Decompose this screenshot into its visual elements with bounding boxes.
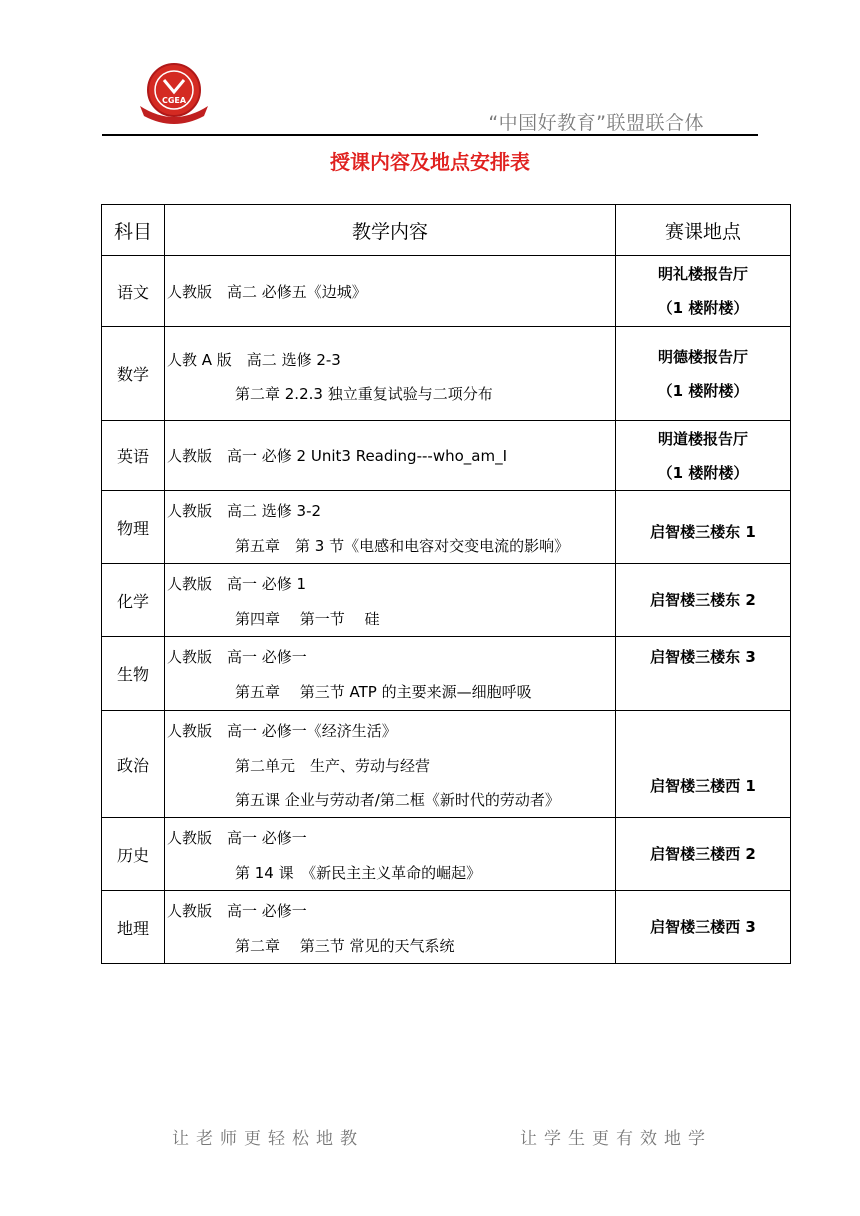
content-cell (165, 711, 616, 818)
content-cell (165, 421, 616, 491)
table-row (102, 891, 791, 964)
location-line: （1 楼附楼） (657, 381, 749, 400)
location-cell (616, 711, 791, 818)
location-cell (616, 637, 791, 711)
content-line: 第五章 第 3 节《电感和电容对交变电流的影响》 (235, 537, 570, 555)
content-cell (165, 564, 616, 637)
location-line: 明道楼报告厅 (657, 429, 748, 448)
location-line: 启智楼三楼东 2 (650, 591, 756, 609)
subject-cell: 语文 (102, 256, 165, 327)
content-cell (165, 891, 616, 964)
subject-cell: 历史 (102, 818, 165, 891)
content-line: 人教版 高二 必修五《边城》 (167, 282, 367, 301)
content-line: 人教版 高一 必修一 (167, 648, 307, 666)
table-row (102, 564, 791, 637)
table-header-row (102, 205, 791, 256)
location-line: 启智楼三楼西 1 (650, 777, 756, 795)
location-line: （1 楼附楼） (657, 299, 749, 317)
content-cell (165, 818, 616, 891)
location-line: 启智楼三楼西 3 (650, 918, 756, 936)
table-row (102, 421, 791, 491)
location-line: 启智楼三楼西 2 (650, 845, 756, 863)
location-line: 启智楼三楼东 3 (650, 648, 756, 666)
footer-slogan-right: 让学生更有效地学 (520, 1129, 712, 1149)
location-cell (616, 891, 791, 964)
table-row (102, 711, 791, 818)
subject-cell: 地理 (102, 891, 165, 964)
location-cell (616, 421, 791, 491)
subject-cell: 生物 (102, 637, 165, 711)
table-row (102, 818, 791, 891)
content-line: 人教 A 版 高二 选修 2-3 (167, 351, 341, 369)
content-line: 人教版 高一 必修一《经济生活》 (167, 722, 397, 740)
content-line: 第五课 企业与劳动者/第二框《新时代的劳动者》 (235, 791, 560, 809)
content-cell (165, 491, 616, 564)
content-cell (165, 256, 616, 327)
subject-cell: 化学 (102, 564, 165, 637)
location-line: 明礼楼报告厅 (657, 265, 748, 283)
table-row (102, 256, 791, 327)
header-location: 赛课地点 (616, 205, 791, 256)
content-line: 人教版 高一 必修 1 (167, 575, 307, 593)
location-cell (616, 491, 791, 564)
content-line: 人教版 高一 必修一 (167, 829, 307, 847)
content-line: 人教版 高一 必修一 (167, 902, 307, 920)
location-cell (616, 256, 791, 327)
content-line: 第二章 2.2.3 独立重复试验与二项分布 (235, 385, 493, 403)
content-line: 第 14 课 《新民主主义革命的崛起》 (235, 864, 482, 882)
header-subject: 科目 (102, 205, 165, 256)
location-cell (616, 327, 791, 421)
location-line: （1 楼附楼） (657, 463, 749, 482)
content-line: 人教版 高二 选修 3-2 (167, 502, 322, 520)
subject-cell: 物理 (102, 491, 165, 564)
org-name: “中国好教育”联盟联合体 (488, 112, 704, 134)
location-cell (616, 564, 791, 637)
location-cell (616, 818, 791, 891)
table-row (102, 491, 791, 564)
header-content: 教学内容 (165, 205, 616, 256)
subject-cell: 英语 (102, 421, 165, 491)
logo-text: CGEA (161, 96, 187, 105)
content-line: 第五章 第三节 ATP 的主要来源—细胞呼吸 (235, 683, 532, 701)
content-cell (165, 637, 616, 711)
content-line: 第二章 第三节 常见的天气系统 (235, 937, 455, 955)
schedule-table (101, 204, 791, 964)
content-line: 第二单元 生产、劳动与经营 (235, 757, 431, 775)
header-divider (102, 134, 758, 136)
location-line: 明德楼报告厅 (657, 347, 748, 366)
content-cell (165, 327, 616, 421)
footer-slogan-left: 让老师更轻松地教 (172, 1129, 364, 1149)
subject-cell: 政治 (102, 711, 165, 818)
cgea-logo-icon (134, 62, 214, 126)
content-line: 人教版 高一 必修 2 Unit3 Reading---who_am_I (167, 447, 507, 465)
page-title: 授课内容及地点安排表 (330, 150, 530, 174)
content-line: 第四章 第一节 硅 (235, 610, 380, 628)
table-row (102, 327, 791, 421)
subject-cell: 数学 (102, 327, 165, 421)
location-line: 启智楼三楼东 1 (650, 523, 756, 541)
table-row (102, 637, 791, 711)
